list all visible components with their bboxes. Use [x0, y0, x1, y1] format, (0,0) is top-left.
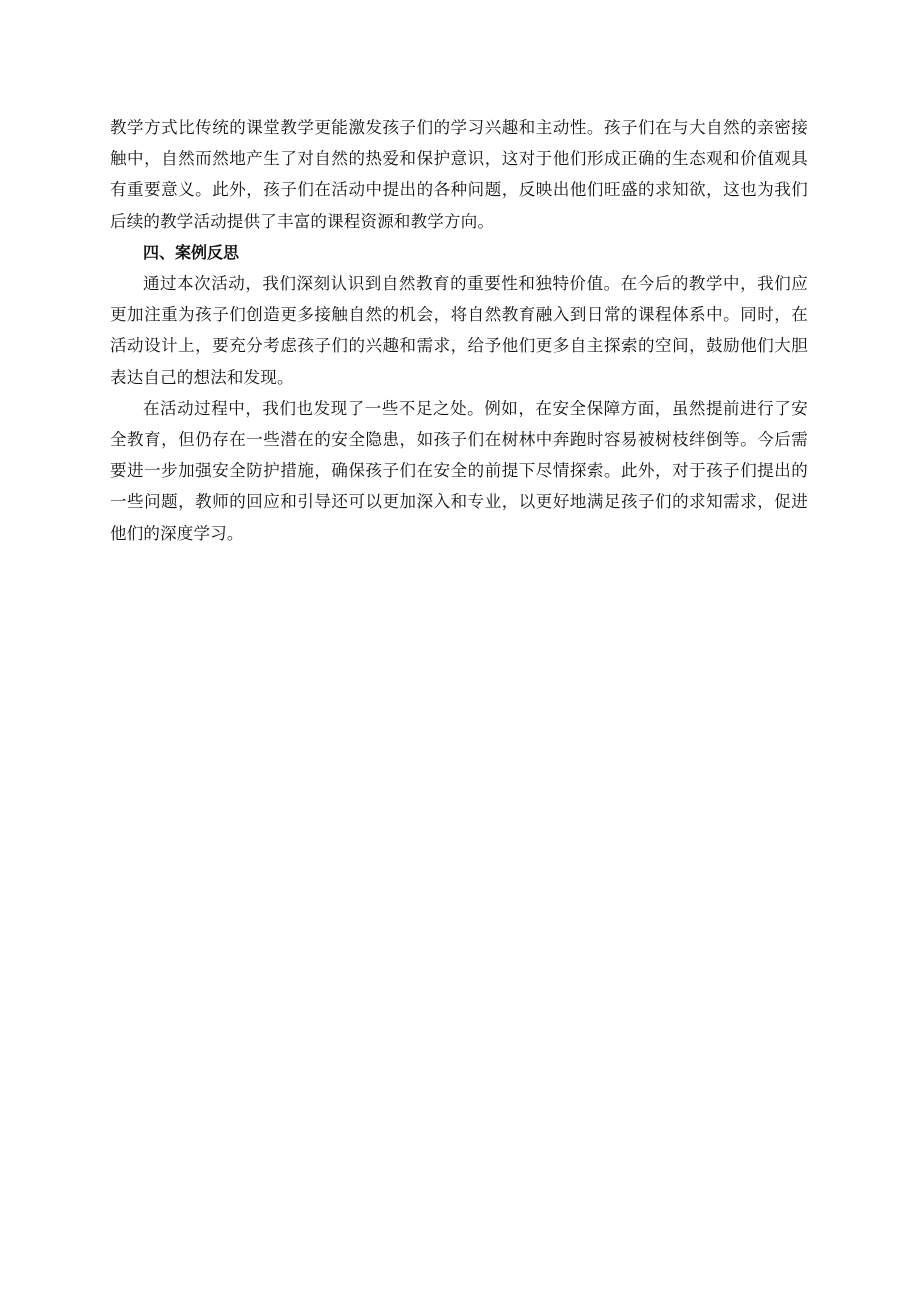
paragraph-reflection-1: 通过本次活动，我们深刻认识到自然教育的重要性和独特价值。在今后的教学中，我们应更加注重为孩子们创造更多接触自然的机会，将自然教育融入到日常的课程体系中。同时，在活动设计上，要充分考虑孩子们的兴趣和需求，给予他们更多自主探索的空间，鼓励他们大胆表达自己的想法和发现。 [110, 274, 808, 387]
paragraph-continued: 教学方式比传统的课堂教学更能激发孩子们的学习兴趣和主动性。孩子们在与大自然的亲密接触中，自然而然地产生了对自然的热爱和保护意识，这对于他们形成正确的生态观和价值观具有重要意义。此外，孩子们在活动中提出的各种问题，反映出他们旺盛的求知欲，这也为我们后续的教学活动提供了丰富的课程资源和教学方向。 [110, 118, 808, 231]
document-page [110, 112, 808, 549]
paragraph-reflection-2: 在活动过程中，我们也发现了一些不足之处。例如，在安全保障方面，虽然提前进行了安全教育，但仍存在一些潜在的安全隐患，如孩子们在树林中奔跑时容易被树枝绊倒等。今后需要进一步加强安全防护措施，确保孩子们在安全的前提下尽情探索。此外，对于孩子们提出的一些问题，教师的回应和引导还可以更加深入和专业，以更好地满足孩子们的求知需求，促进他们的深度学习。 [110, 398, 808, 543]
section-heading-case-reflection: 四、案例反思 [143, 242, 240, 262]
